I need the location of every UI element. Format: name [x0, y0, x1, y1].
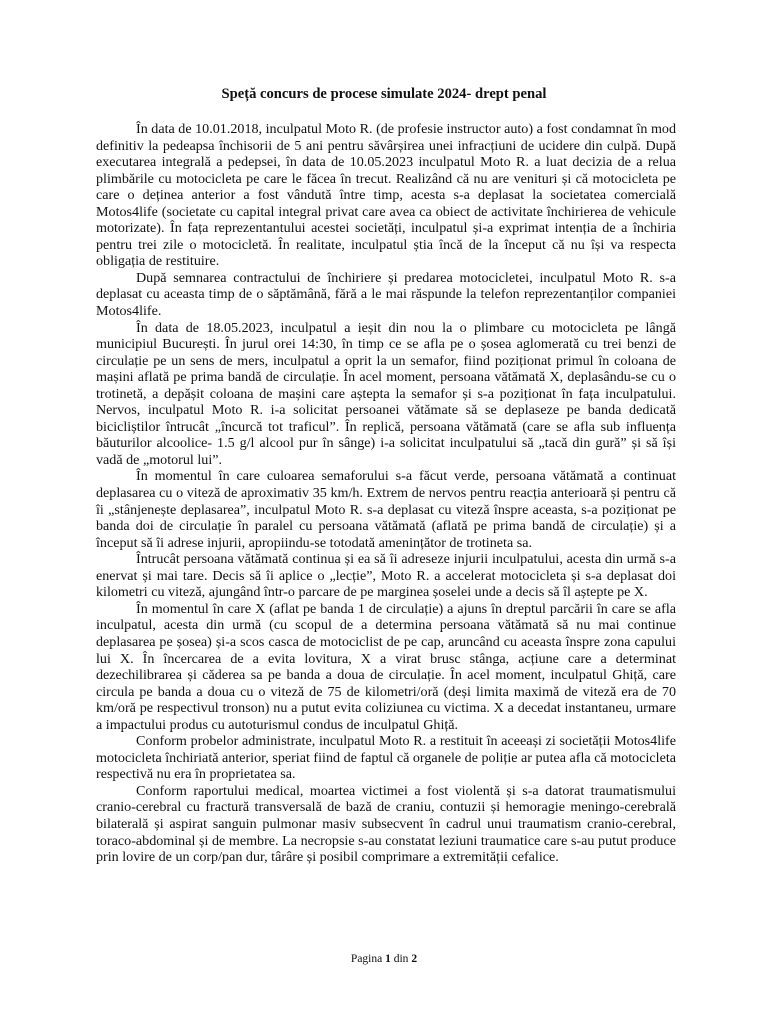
- paragraph: Întrucât persoana vătămată continua și ea să îi adreseze injurii inculpatului, acesta din urmă s-a enervat și mai tare. Decis să îi aplice o „lecție”, Moto R. a accelerat motocicleta și s-a deplasat doi kilometri cu viteză, ajungând într-o parcare de pe marginea șoselei unde a decis să îl aștepte pe X.: [96, 551, 676, 601]
- paragraph: În data de 18.05.2023, inculpatul a ieșit din nou la o plimbare cu motocicleta pe lângă municipiul București. În jurul orei 14:30, în timp ce se afla pe o șosea aglomerată cu trei benzi de circulație pe un sens de mers, inculpatul a oprit la un semafor, fiind poziționat primul în coloana de mașini aflată pe prima bandă de circulație. În acel moment, persoana vătămată X, deplasându-se cu o trotinetă, a depășit coloana de mașini care aștepta la semafor și s-a poziționat în fața inculpatului. Nervos, inculpatul Moto R. i-a solicitat persoanei vătămate să se deplaseze pe banda dedicată bicicliștilor întrucât „încurcă tot traficul”. În replică, persoana vătămată (care se afla sub influența băuturilor alcoolice- 1.5 g/l alcool pur în sânge) i-a solicitat inculpatului să „tacă din gură” și să își vadă de „motorul lui”.: [96, 319, 676, 468]
- page-total: 2: [411, 953, 418, 965]
- page-label: Pagina: [350, 953, 383, 965]
- paragraph: În momentul în care culoarea semaforului s-a făcut verde, persoana vătămată a continuat deplasarea cu o viteză de aproximativ 35 km/h. Extrem de nervos pentru reacția anterioară și pentru că îi „stânjenește deplasarea”, inculpatul Moto R. s-a deplasat cu viteză înspre aceasta, s-a poziționat pe banda doi de circulație în paralel cu persoana vătămată (aflată pe prima bandă de circulație) și a început să îi adrese injurii, apropiindu-se totodată amenințător de trotineta sa.: [96, 468, 676, 551]
- paragraph: După semnarea contractului de închiriere și predarea motocicletei, inculpatul Moto R. s-a deplasat cu aceasta timp de o săptămână, fără a le mai răspunde la telefon reprezentanților companiei Motos4life.: [96, 269, 676, 320]
- page-number: 1: [385, 953, 391, 965]
- page-of-label: din: [393, 953, 409, 965]
- paragraph: În momentul în care X (aflat pe banda 1 de circulație) a ajuns în dreptul parcării în care se afla inculpatul, acesta din urmă (cu scopul de a determina persoana vătămată să nu mai continue deplasarea pe șosea) și-a scos casca de motociclist de pe cap, aruncând cu aceasta înspre zona capului lui X. În încercarea de a evita lovitura, X a virat brusc stânga, acțiune care a determinat dezechilibrarea și căderea sa pe banda a doua de circulație. În acel moment, inculpatul Ghiță, care circula pe banda a doua cu o viteză de 75 de kilometri/oră (deși limita maximă de viteză era de 70 km/oră pe respectivul tronson) nu a putut evita coliziunea cu victima. X a decedat instantaneu, urmare a impactului produs cu autoturismul condus de inculpatul Ghiță.: [96, 600, 676, 733]
- paragraph: Conform probelor administrate, inculpatul Moto R. a restituit în aceeași zi societății Motos4life motocicleta închiriată anterior, speriat fiind de faptul că organele de poliție ar putea afla că motocicleta respectivă nu era în proprietatea sa.: [96, 733, 676, 783]
- document-title: Speță concurs de procese simulate 2024- drept penal: [221, 86, 547, 102]
- page-footer: [0, 953, 768, 965]
- document-body: [96, 121, 676, 866]
- paragraph: În data de 10.01.2018, inculpatul Moto R. (de profesie instructor auto) a fost condamnat în mod definitiv la pedeapsa închisorii de 5 ani pentru săvârșirea unei infracțiuni de ucidere din culpă. După executarea integrală a pedepsei, în data de 10.05.2023 inculpatul Moto R. a luat decizia de a relua plimbările cu motocicleta pe care le făcea în trecut. Realizând că nu are venituri și că motocicleta pe care o deținea anterior a fost vândută între timp, acesta s-a deplasat la societatea comercială Motos4life (societate cu capital integral privat care avea ca obiect de activitate închirierea de vehicule motorizate). În fața reprezentantului acestei societăți, inculpatul și-a exprimat intenția de a închiria pentru trei zile o motocicletă. În realitate, inculpatul știa încă de la început că nu își va respecta obligația de restituire.: [96, 121, 676, 270]
- paragraph: Conform raportului medical, moartea victimei a fost violentă și s-a datorat traumatismului cranio-cerebral cu fractură transversală de bază de craniu, contuzii și hemoragie meningo-cerebrală bilaterală și aspirat sanguin pulmonar masiv subsecvent în cadrul unui traumatism cranio-cerebral, toraco-abdominal și de membre. La necropsie s-au constatat leziuni traumatice care s-au putut produce prin lovire de un corp/pan dur, târâre și posibil comprimare a extremității cefalice.: [96, 782, 676, 866]
